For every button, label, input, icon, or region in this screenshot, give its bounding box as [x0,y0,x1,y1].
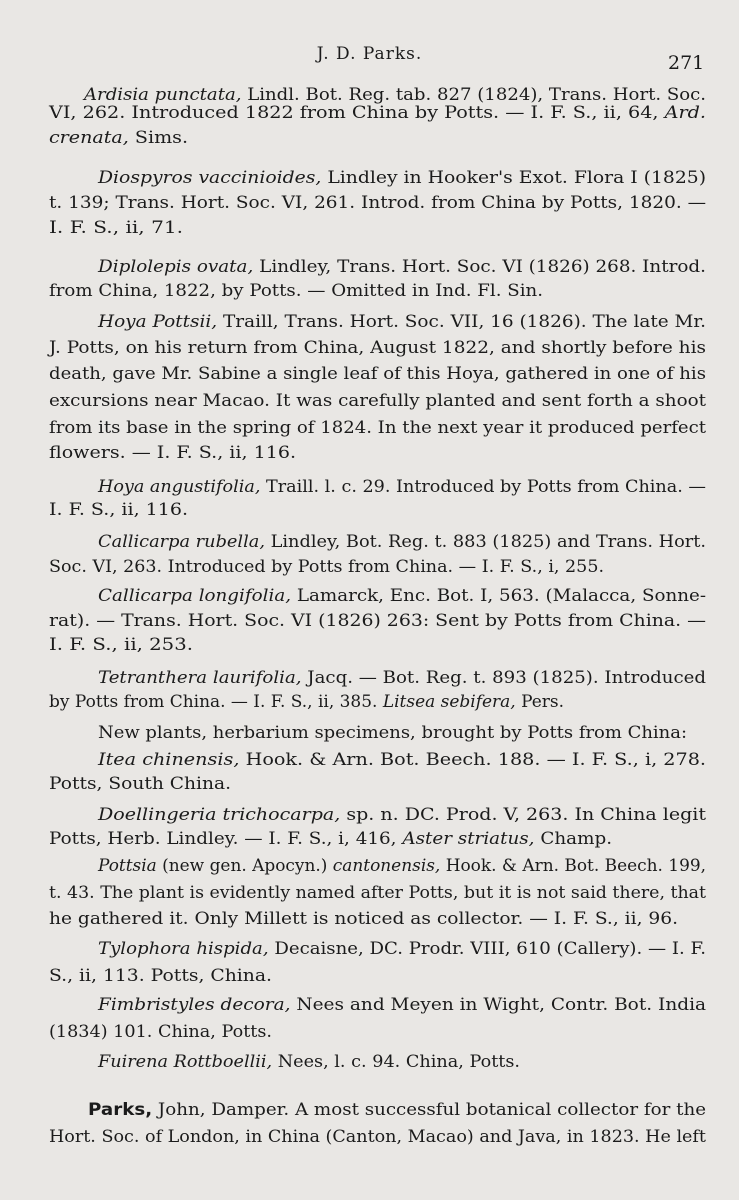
text-run: t. 43. The plant is evidently named after Potts, but it is not said there, that [49,882,707,902]
text-run: I. F. S., ii, 253. [49,634,194,654]
text-run: J. Potts, on his return from China, August 1822, and shortly before his [49,337,706,357]
text-run: death, gave Mr. Sabine a single leaf of this Hoya, gathered in one of his [49,363,706,383]
text-line [98,531,706,551]
text-line [49,217,183,237]
text-line [98,1051,520,1071]
species-name: Callicarpa rubella, [98,531,265,551]
text-line [49,828,612,848]
text-line [98,749,706,769]
species-name: Doellingeria trichocarpa, [98,804,341,824]
species-name: Aster striatus, [402,828,535,848]
text-run: New plants, herbarium specimens, brought by Potts from China: [98,722,688,742]
species-name: Litsea sebifera, [382,691,516,711]
text-line [49,337,706,357]
text-line [84,84,706,104]
text-run: flowers. — I. F. S., ii, 116. [49,442,296,462]
text-run: by Potts from China. — I. F. S., ii, 385. [49,691,383,711]
text-run: Hort. Soc. of London, in China (Canton, Macao) and Java, in 1823. He left [49,1126,706,1146]
text-line [49,363,706,383]
text-run: Lindley, Bot. Reg. t. 883 (1825) and Trans. Hort. [264,531,706,551]
text-line [49,908,678,928]
text-line [98,667,706,687]
text-run: he gathered it. Only Millett is noticed as collector. — I. F. S., ii, 96. [49,908,679,928]
text-run: Lindley in Hooker's Exot. Flora I (1825) [321,167,707,187]
text-run: Nees, l. c. 94. China, Potts. [272,1051,521,1071]
species-name: Callicarpa longifolia, [98,585,292,605]
text-line [49,499,188,519]
text-run: John, Damper. A most successful botanical collector for the [152,1099,706,1119]
text-line [49,610,706,630]
text-line [49,773,231,793]
text-run: Lindley, Trans. Hort. Soc. VI (1826) 268. Introd. [253,256,707,276]
text-run: Soc. VI, 263. Introduced by Potts from China. — I. F. S., i, 255. [49,556,605,576]
text-run: excursions near Macao. It was carefully planted and sent forth a shoot [49,390,707,410]
text-run: Lamarck, Enc. Bot. I, 563. (Malacca, Sonne- [291,585,707,605]
page-number: 271 [668,52,705,74]
text-run: rat). — Trans. Hort. Soc. VI (1826) 263: Sent by Potts from China. — [49,610,707,630]
running-title: J. D. Parks. [316,44,423,64]
species-name: Pottsia [98,855,157,875]
text-line [49,192,706,212]
text-run: Pers. [515,691,565,711]
text-line [98,722,687,742]
species-name: Itea chinensis, [98,749,240,769]
text-run: S., ii, 113. Potts, China. [49,965,273,985]
text-line [49,634,193,654]
species-name: cantonensis, [332,855,441,875]
text-line [49,882,706,902]
species-name: Diospyros vaccinioides, [98,167,322,187]
text-run: Potts, South China. [49,773,232,793]
text-run: sp. n. DC. Prod. V, 263. In China legit [340,804,707,824]
text-line [49,691,564,711]
species-name: Hoya Pottsii, [98,311,218,331]
text-run: from China, 1822, by Potts. — Omitted in Ind. Fl. Sin. [49,280,544,300]
text-run: Traill. l. c. 29. Introduced by Potts from China. — [260,476,706,496]
text-run: VI, 262. Introduced 1822 from China by Potts. — I. F. S., ii, 64, [49,102,665,122]
text-run: Nees and Meyen in Wight, Contr. Bot. India [290,994,707,1014]
text-line [88,1099,706,1119]
text-run: (1834) 101. China, Potts. [49,1021,273,1041]
text-run: Hook. & Arn. Bot. Beech. 199, [440,855,707,875]
text-line [98,256,706,276]
text-line [98,855,706,875]
text-line [98,585,706,605]
species-name: Tetranthera laurifolia, [98,667,302,687]
text-line [49,390,706,410]
species-name: Ardisia punctata, [84,84,242,104]
text-line [49,1126,706,1146]
text-line [49,280,543,300]
entry-name: Parks, [88,1099,153,1119]
text-run: I. F. S., ii, 116. [49,499,189,519]
species-name: Diplolepis ovata, [98,256,254,276]
text-run: Jacq. — Bot. Reg. t. 893 (1825). Introduced [301,667,707,687]
text-run: from its base in the spring of 1824. In the next year it produced perfect [49,417,706,437]
text-line [49,102,706,122]
species-name: crenata, [49,127,129,147]
text-line [49,965,272,985]
text-run: I. F. S., ii, 71. [49,217,184,237]
text-run: Hook. & Arn. Bot. Beech. 188. — I. F. S., i, 278. [239,749,707,769]
text-run: Traill, Trans. Hort. Soc. VII, 16 (1826). The late Mr. [217,311,707,331]
text-line [98,311,706,331]
text-run: Sims. [128,127,189,147]
text-line [98,994,706,1014]
text-run: Potts, Herb. Lindley. — I. F. S., i, 416, [49,828,403,848]
species-name: Tylophora hispida, [98,938,269,958]
text-run: Decaisne, DC. Prodr. VIII, 610 (Callery). — I. F. [268,938,707,958]
species-name: Fuirena Rottboellii, [98,1051,273,1071]
species-name: Ard. [664,102,707,122]
text-run: t. 139; Trans. Hort. Soc. VI, 261. Introd. from China by Potts, 1820. — [49,192,707,212]
text-run: Champ. [534,828,613,848]
text-line [49,1021,272,1041]
text-line [49,417,706,437]
text-line [98,804,706,824]
text-line [98,476,706,496]
text-line [98,938,706,958]
text-run: Lindl. Bot. Reg. tab. 827 (1824), Trans. Hort. Soc. [241,84,707,104]
species-name: Fimbristyles decora, [98,994,291,1014]
text-run: (new gen. Apocyn.) [156,855,333,875]
text-line [49,556,604,576]
text-line [98,167,706,187]
text-line [49,442,296,462]
species-name: Hoya angustifolia, [98,476,261,496]
text-line [49,127,188,147]
